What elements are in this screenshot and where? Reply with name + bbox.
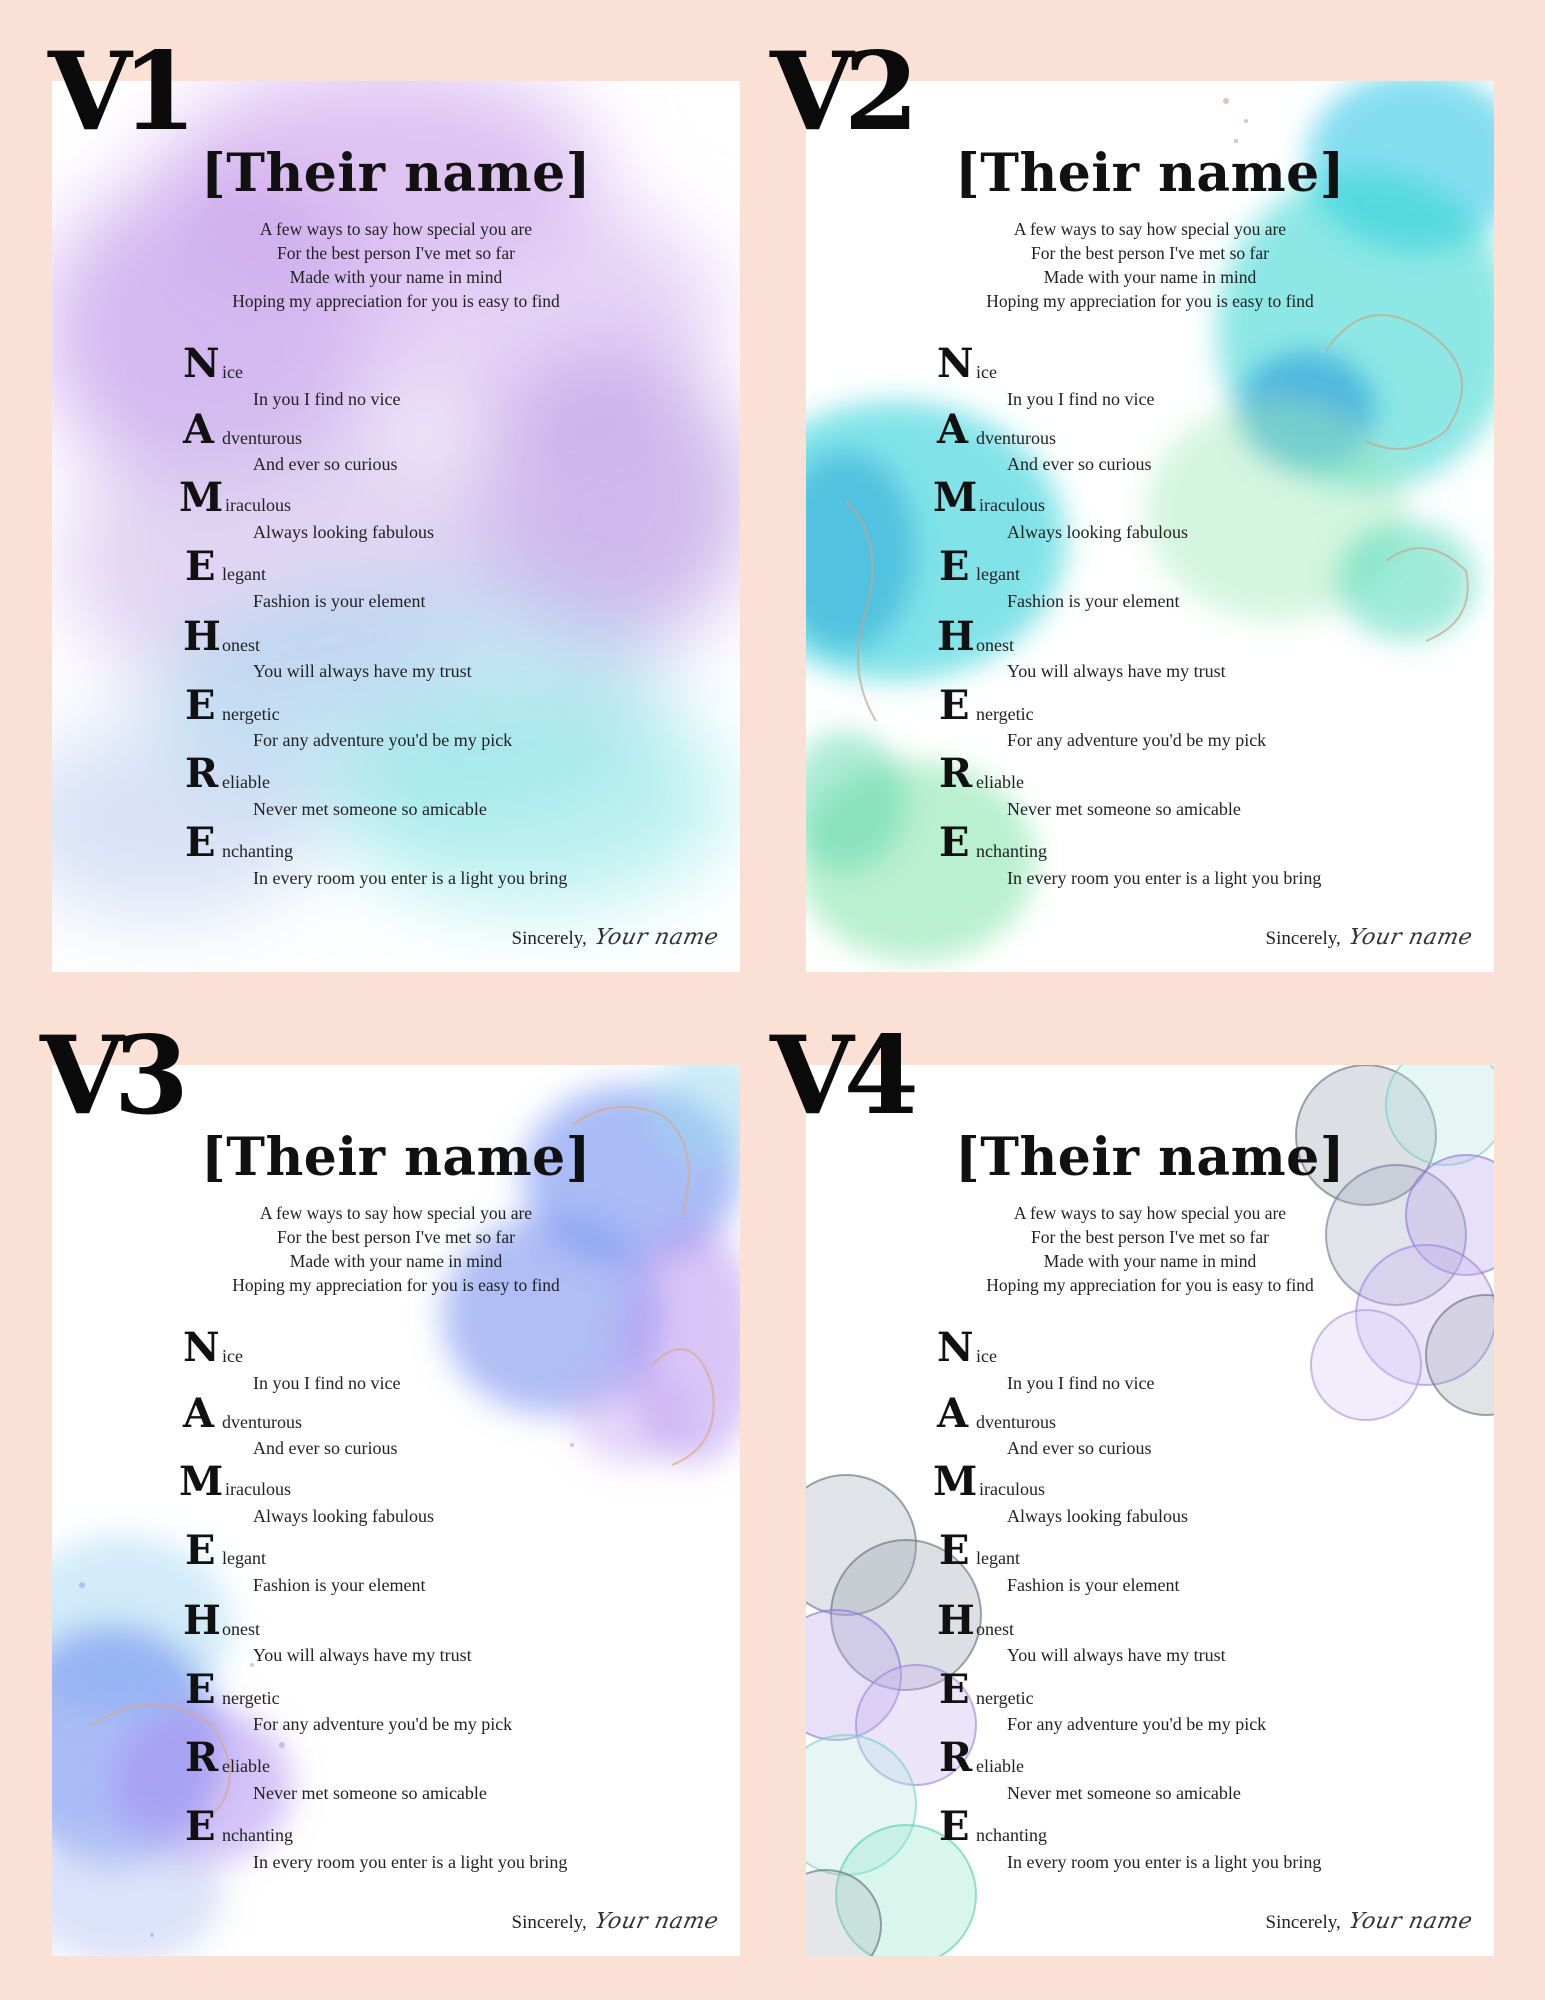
poem-card-v1 bbox=[52, 81, 740, 972]
acrostic-subline: Fashion is your element bbox=[1007, 1575, 1180, 1595]
acrostic-letter: E bbox=[185, 1666, 216, 1713]
acrostic-word: onest bbox=[976, 1619, 1014, 1639]
acrostic-word: nchanting bbox=[976, 1825, 1047, 1845]
signature: Your name bbox=[592, 1909, 721, 1934]
acrostic-subline: And ever so curious bbox=[1007, 1438, 1152, 1458]
intro-verse bbox=[52, 217, 740, 313]
acrostic-subline: And ever so curious bbox=[1007, 454, 1152, 474]
acrostic-word: ice bbox=[976, 362, 997, 382]
acrostic-subline: For any adventure you'd be my pick bbox=[1007, 730, 1267, 750]
acrostic-subline: In you I find no vice bbox=[253, 1373, 401, 1393]
acrostic-letter: E bbox=[185, 1527, 216, 1574]
acrostic-word: iraculous bbox=[225, 495, 291, 515]
signoff bbox=[511, 1909, 721, 1934]
acrostic-word: nergetic bbox=[222, 704, 280, 724]
closing-text: Sincerely, bbox=[511, 928, 587, 949]
acrostic-letter: N bbox=[937, 1324, 974, 1371]
acrostic-subline: Always looking fabulous bbox=[1007, 522, 1188, 542]
acrostic-word: legant bbox=[222, 1548, 266, 1568]
acrostic-word: nchanting bbox=[222, 841, 293, 861]
acrostic-letter: E bbox=[185, 819, 216, 866]
signoff bbox=[511, 925, 721, 950]
acrostic-subline: In you I find no vice bbox=[1007, 389, 1155, 409]
acrostic-subline: Always looking fabulous bbox=[1007, 1506, 1188, 1526]
acrostic-word: eliable bbox=[222, 772, 270, 792]
acrostic-word: dventurous bbox=[222, 428, 302, 448]
acrostic-letter: H bbox=[183, 613, 221, 660]
acrostic-word: legant bbox=[976, 1548, 1020, 1568]
acrostic-word: nergetic bbox=[976, 704, 1034, 724]
acrostic-subline: In you I find no vice bbox=[1007, 1373, 1155, 1393]
acrostic-letter: E bbox=[939, 682, 970, 729]
poem-card-v2 bbox=[806, 81, 1494, 972]
acrostic-letter: R bbox=[185, 750, 219, 797]
intro-line: A few ways to say how special you are bbox=[1013, 219, 1287, 239]
poem-card-v4 bbox=[806, 1065, 1494, 1956]
intro-line: For the best person I've met so far bbox=[1031, 243, 1269, 263]
acrostic-letter: H bbox=[937, 1597, 975, 1644]
acrostic-word: eliable bbox=[222, 1756, 270, 1776]
acrostic-letter: R bbox=[939, 750, 973, 797]
acrostic-letter: H bbox=[183, 1597, 221, 1644]
intro-verse bbox=[806, 217, 1494, 313]
signature: Your name bbox=[1346, 925, 1475, 950]
acrostic-letter: N bbox=[937, 340, 974, 387]
acrostic-word: iraculous bbox=[979, 1479, 1045, 1499]
acrostic-word: ice bbox=[222, 1346, 243, 1366]
intro-line: A few ways to say how special you are bbox=[259, 219, 533, 239]
acrostic-letter: E bbox=[939, 1666, 970, 1713]
acrostic-subline: Fashion is your element bbox=[253, 1575, 426, 1595]
acrostic-letter: E bbox=[185, 543, 216, 590]
acrostic-word: onest bbox=[976, 635, 1014, 655]
intro-line: For the best person I've met so far bbox=[1031, 1227, 1269, 1247]
acrostic-letter: M bbox=[933, 474, 978, 521]
version-label: V4 bbox=[770, 1013, 909, 1139]
intro-line: Made with your name in mind bbox=[289, 1251, 503, 1271]
acrostic-word: dventurous bbox=[222, 1412, 302, 1432]
acrostic-word: onest bbox=[222, 1619, 260, 1639]
acrostic-letter: E bbox=[939, 819, 970, 866]
card-title: [Their name] bbox=[201, 1127, 591, 1188]
acrostic-subline: For any adventure you'd be my pick bbox=[253, 1714, 513, 1734]
intro-line: Made with your name in mind bbox=[1043, 1251, 1257, 1271]
intro-line: Hoping my appreciation for you is easy to find bbox=[986, 1275, 1314, 1295]
acrostic-letter: H bbox=[937, 613, 975, 660]
intro-line: For the best person I've met so far bbox=[277, 1227, 515, 1247]
closing-text: Sincerely, bbox=[511, 1912, 587, 1933]
acrostic-word: onest bbox=[222, 635, 260, 655]
intro-line: Made with your name in mind bbox=[1043, 267, 1257, 287]
acrostic-subline: You will always have my trust bbox=[253, 661, 472, 681]
acrostic-subline: In every room you enter is a light you bring bbox=[253, 1852, 568, 1872]
acrostic-word: dventurous bbox=[976, 428, 1056, 448]
acrostic-letter: E bbox=[939, 1803, 970, 1850]
acrostic-word: eliable bbox=[976, 772, 1024, 792]
acrostic-letter: M bbox=[933, 1458, 978, 1505]
acrostic-subline: And ever so curious bbox=[253, 454, 398, 474]
acrostic-letter: N bbox=[183, 340, 220, 387]
acrostic-subline: Fashion is your element bbox=[253, 591, 426, 611]
acrostic-word: nchanting bbox=[976, 841, 1047, 861]
signature: Your name bbox=[592, 925, 721, 950]
intro-line: Hoping my appreciation for you is easy to find bbox=[232, 291, 560, 311]
acrostic-word: iraculous bbox=[225, 1479, 291, 1499]
acrostic-letter: E bbox=[185, 1803, 216, 1850]
acrostic-subline: You will always have my trust bbox=[253, 1645, 472, 1665]
acrostic-letter: E bbox=[939, 1527, 970, 1574]
intro-line: A few ways to say how special you are bbox=[259, 1203, 533, 1223]
acrostic-subline: In every room you enter is a light you bring bbox=[253, 868, 568, 888]
signoff bbox=[1265, 1909, 1475, 1934]
signature: Your name bbox=[1346, 1909, 1475, 1934]
acrostic-word: nchanting bbox=[222, 1825, 293, 1845]
acrostic-letter: M bbox=[179, 474, 224, 521]
version-label: V3 bbox=[40, 1013, 179, 1139]
acrostic-subline: Never met someone so amicable bbox=[1007, 799, 1241, 819]
card-title: [Their name] bbox=[955, 1127, 1345, 1188]
acrostic-letter: E bbox=[939, 543, 970, 590]
card-title: [Their name] bbox=[955, 143, 1345, 204]
acrostic-letter: A bbox=[183, 1390, 215, 1437]
acrostic-word: nergetic bbox=[976, 1688, 1034, 1708]
acrostic-subline: Fashion is your element bbox=[1007, 591, 1180, 611]
acrostic-word: ice bbox=[222, 362, 243, 382]
version-label: V1 bbox=[48, 29, 187, 155]
acrostic-subline: Never met someone so amicable bbox=[253, 799, 487, 819]
acrostic-subline: Always looking fabulous bbox=[253, 1506, 434, 1526]
closing-text: Sincerely, bbox=[1265, 1912, 1341, 1933]
acrostic-letter: M bbox=[179, 1458, 224, 1505]
acrostic-letter: R bbox=[939, 1734, 973, 1781]
acrostic-word: legant bbox=[976, 564, 1020, 584]
version-label: V2 bbox=[770, 29, 909, 155]
closing-text: Sincerely, bbox=[1265, 928, 1341, 949]
intro-verse bbox=[806, 1201, 1494, 1297]
acrostic-letter: R bbox=[185, 1734, 219, 1781]
acrostic-subline: And ever so curious bbox=[253, 1438, 398, 1458]
acrostic-subline: In every room you enter is a light you bring bbox=[1007, 1852, 1322, 1872]
acrostic-subline: In you I find no vice bbox=[253, 389, 401, 409]
acrostic-subline: Always looking fabulous bbox=[253, 522, 434, 542]
intro-line: Hoping my appreciation for you is easy to find bbox=[986, 291, 1314, 311]
intro-line: For the best person I've met so far bbox=[277, 243, 515, 263]
poem-card-v3 bbox=[52, 1065, 740, 1956]
acrostic-letter: N bbox=[183, 1324, 220, 1371]
intro-line: Hoping my appreciation for you is easy to find bbox=[232, 1275, 560, 1295]
acrostic-letter: A bbox=[937, 406, 969, 453]
intro-verse bbox=[52, 1201, 740, 1297]
intro-line: A few ways to say how special you are bbox=[1013, 1203, 1287, 1223]
intro-line: Made with your name in mind bbox=[289, 267, 503, 287]
signoff bbox=[1265, 925, 1475, 950]
acrostic-letter: E bbox=[185, 682, 216, 729]
acrostic-subline: You will always have my trust bbox=[1007, 1645, 1226, 1665]
acrostic-word: dventurous bbox=[976, 1412, 1056, 1432]
acrostic-letter: A bbox=[937, 1390, 969, 1437]
acrostic-subline: For any adventure you'd be my pick bbox=[1007, 1714, 1267, 1734]
acrostic-subline: For any adventure you'd be my pick bbox=[253, 730, 513, 750]
acrostic-letter: A bbox=[183, 406, 215, 453]
acrostic-word: ice bbox=[976, 1346, 997, 1366]
acrostic-subline: Never met someone so amicable bbox=[1007, 1783, 1241, 1803]
acrostic-subline: Never met someone so amicable bbox=[253, 1783, 487, 1803]
acrostic-word: nergetic bbox=[222, 1688, 280, 1708]
acrostic-subline: You will always have my trust bbox=[1007, 661, 1226, 681]
acrostic-subline: In every room you enter is a light you bring bbox=[1007, 868, 1322, 888]
card-title: [Their name] bbox=[201, 143, 591, 204]
acrostic-word: iraculous bbox=[979, 495, 1045, 515]
acrostic-word: eliable bbox=[976, 1756, 1024, 1776]
acrostic-word: legant bbox=[222, 564, 266, 584]
